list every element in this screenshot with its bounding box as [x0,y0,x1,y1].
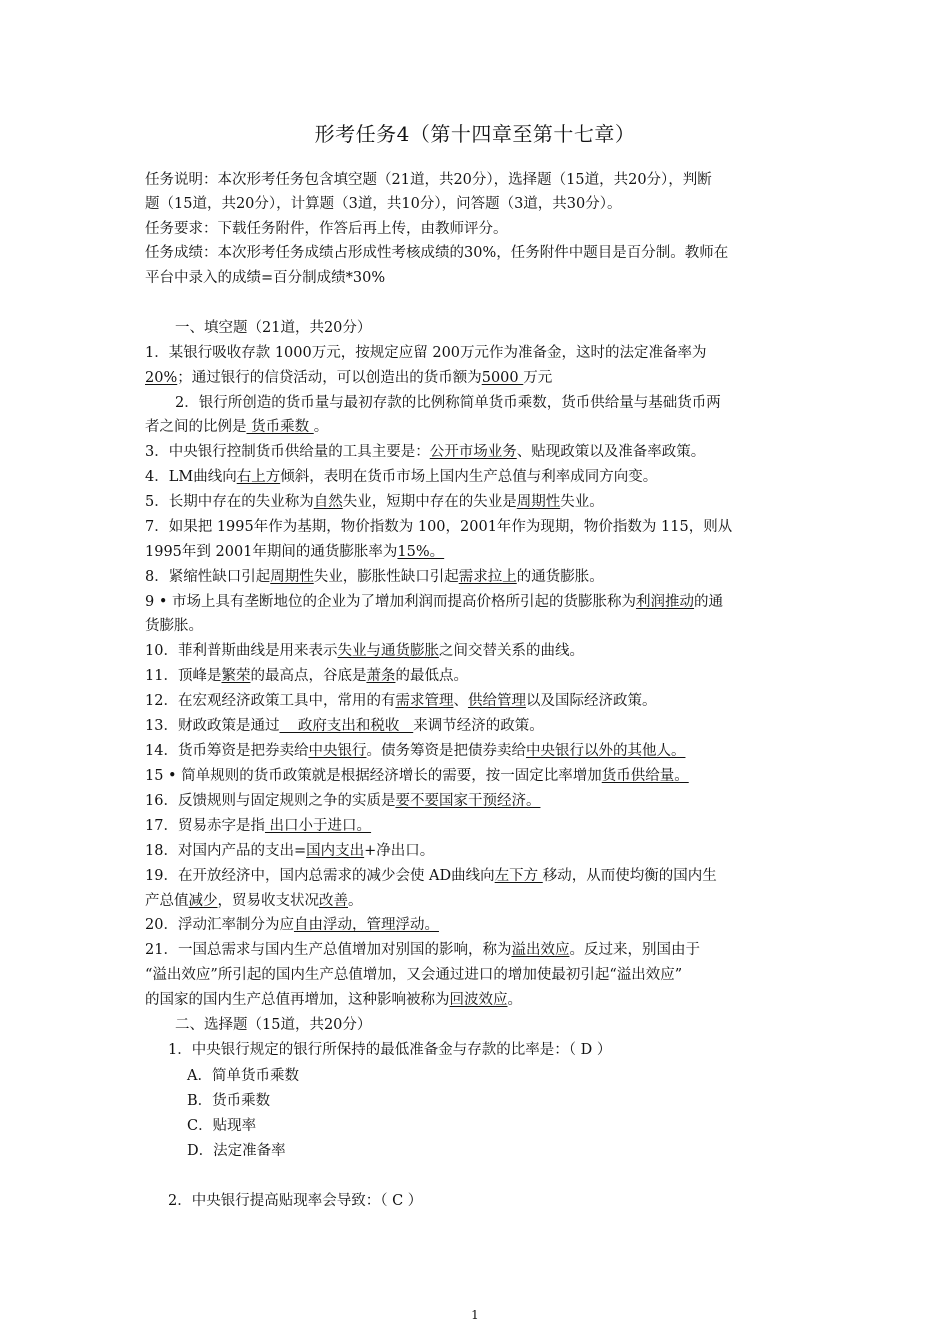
question-line: 20%；通过银行的信贷活动，可以创造出的货币额为5000 万元 [145,370,553,386]
answer: 繁荣 [221,668,251,684]
question-line: 17．贸易赤字是指 出口小于进口。 [145,818,372,834]
question-line: 3．中央银行控制货币供给量的工具主要是：公开市场业务、贴现政策以及准备率政策。 [145,444,706,460]
question-line: 11．顶峰是繁荣的最高点，谷底是萧条的最低点。 [145,668,468,684]
answer: 减少 [188,893,218,909]
answer: 失业与通货膨胀 [337,643,439,659]
question-line: 21．一国总需求与国内生产总值增加对别国的影响，称为溢出效应。反过来，别国由于 [145,942,700,958]
choice-option: A．简单货币乘数 [187,1068,299,1084]
question-line: 16．反馈规则与固定规则之争的实质是要不要国家干预经济。 [145,793,541,809]
answer: 利润推动 [636,594,694,610]
answer: 需求管理 [395,693,454,709]
answer: 供给管理 [467,693,526,709]
question-line: 5．长期中存在的失业称为自然失业，短期中存在的失业是周期性失业。 [145,494,604,510]
question-line: 1995年到 2001年期间的通货膨胀率为15%。 [145,544,445,560]
answer: 5000 [481,370,524,386]
question-line: 产总值减少，贸易收支状况改善。 [145,893,363,909]
answer: 溢出效应 [511,942,570,958]
choice-question: 1．中央银行规定的银行所保持的最低准备金与存款的比率是：（ D ） [168,1042,612,1058]
question-line: 7．如果把 1995年作为基期，物价指数为 100，2001年作为现期，物价指数为 115，则从 [145,519,733,535]
question-line: “溢出效应”所引起的国内生产总值增加，又会通过进口的增加使最初引起“溢出效应” [145,967,683,983]
answer: 货币乘数 [246,419,314,435]
page-number: 1 [471,1308,479,1322]
question-line: 4．LM曲线向右上方倾斜，表明在货币市场上国内生产总值与利率成同方向变。 [145,469,658,485]
intro-line: 平台中录入的成绩=百分制成绩*30% [145,270,386,286]
question-line: 18．对国内产品的支出=国内支出+净出口。 [145,843,435,859]
question-line: 的国家的国内生产总值再增加，这种影响被称为回波效应。 [145,992,522,1008]
intro-line: 题（15道，共20分），计算题（3道，共10分），问答题（3道，共30分）。 [145,196,622,212]
question-line: 货膨胀。 [145,618,203,634]
choice-question: 2．中央银行提高贴现率会导致：（ C ） [168,1193,423,1209]
question-line: 13．财政政策是通过 政府支出和税收 来调节经济的政策。 [145,718,544,734]
question-line: 19．在开放经济中，国内总需求的减少会使 AD曲线向左下方 移动，从而使均衡的国内生 [145,868,717,884]
answer: 中央银行以外的其他人。 [525,743,686,759]
answer: 回波效应 [449,992,508,1008]
choice-option: D．法定准备率 [187,1143,286,1159]
question-line: 10．菲利普斯曲线是用来表示失业与通货膨胀之间交替关系的曲线。 [145,643,584,659]
answer: 中央银行 [308,743,367,759]
question-line: 2．银行所创造的货币量与最初存款的比例称简单货币乘数，货币供给量与基础货币两 [175,395,721,411]
answer: 需求拉上 [458,569,517,585]
answer: 萧条 [366,668,396,684]
section-header-choice: 二、选择题（15道，共20分） [175,1017,372,1033]
page-title: 形考任务4（第十四章至第十七章） [314,122,636,146]
section-header-fill: 一、填空题（21道，共20分） [175,320,372,336]
question-line: 14．货币筹资是把券卖给中央银行。债务筹资是把债券卖给中央银行以外的其他人。 [145,743,686,759]
answer: 周期性 [270,569,314,585]
question-line: 1．某银行吸收存款 1000万元，按规定应留 200万元作为准备金，这时的法定准备率为 [145,345,707,361]
answer: 国内支出 [306,843,365,859]
question-line: 15 • 简单规则的货币政策就是根据经济增长的需要，按一固定比率增加货币供给量。 [145,768,689,784]
choice-option: B．货币乘数 [187,1093,271,1109]
answer: 右上方 [236,469,281,485]
question-line: 20．浮动汇率制分为应自由浮动，管理浮动。 [145,917,439,933]
answer: 公开市场业务 [429,444,517,460]
answer: 要不要国家干预经济。 [395,793,541,809]
answer: 出口小于进口。 [264,818,372,834]
intro-line: 任务要求：下载任务附件，作答后再上传，由教师评分。 [145,221,508,237]
choice-option: C．贴现率 [187,1118,257,1134]
answer: 左下方 [494,868,543,884]
answer: 货币供给量。 [601,768,689,784]
question-line: 8．紧缩性缺口引起周期性失业，膨胀性缺口引起需求拉上的通货膨胀。 [145,569,604,585]
intro-line: 任务说明：本次形考任务包含填空题（21道，共20分），选择题（15道，共20分），判断 [145,172,712,188]
question-line: 12．在宏观经济政策工具中，常用的有需求管理、供给管理以及国际经济政策。 [145,693,657,709]
intro-line: 任务成绩：本次形考任务成绩占形成性考核成绩的30%，任务附件中题目是百分制。教师在 [145,245,729,261]
answer: 自由浮动，管理浮动。 [293,917,439,933]
answer: 政府支出和税收 [279,718,414,734]
answer: 自然 [313,494,343,510]
answer: 20% [145,370,178,386]
question-line: 9 • 市场上具有垄断地位的企业为了增加利润而提高价格所引起的货膨胀称为利润推动的通 [145,594,723,610]
answer: 改善 [319,893,348,909]
answer: 15%。 [397,544,445,560]
answer: 周期性 [516,494,561,510]
question-line: 者之间的比例是 货币乘数 。 [145,419,329,435]
